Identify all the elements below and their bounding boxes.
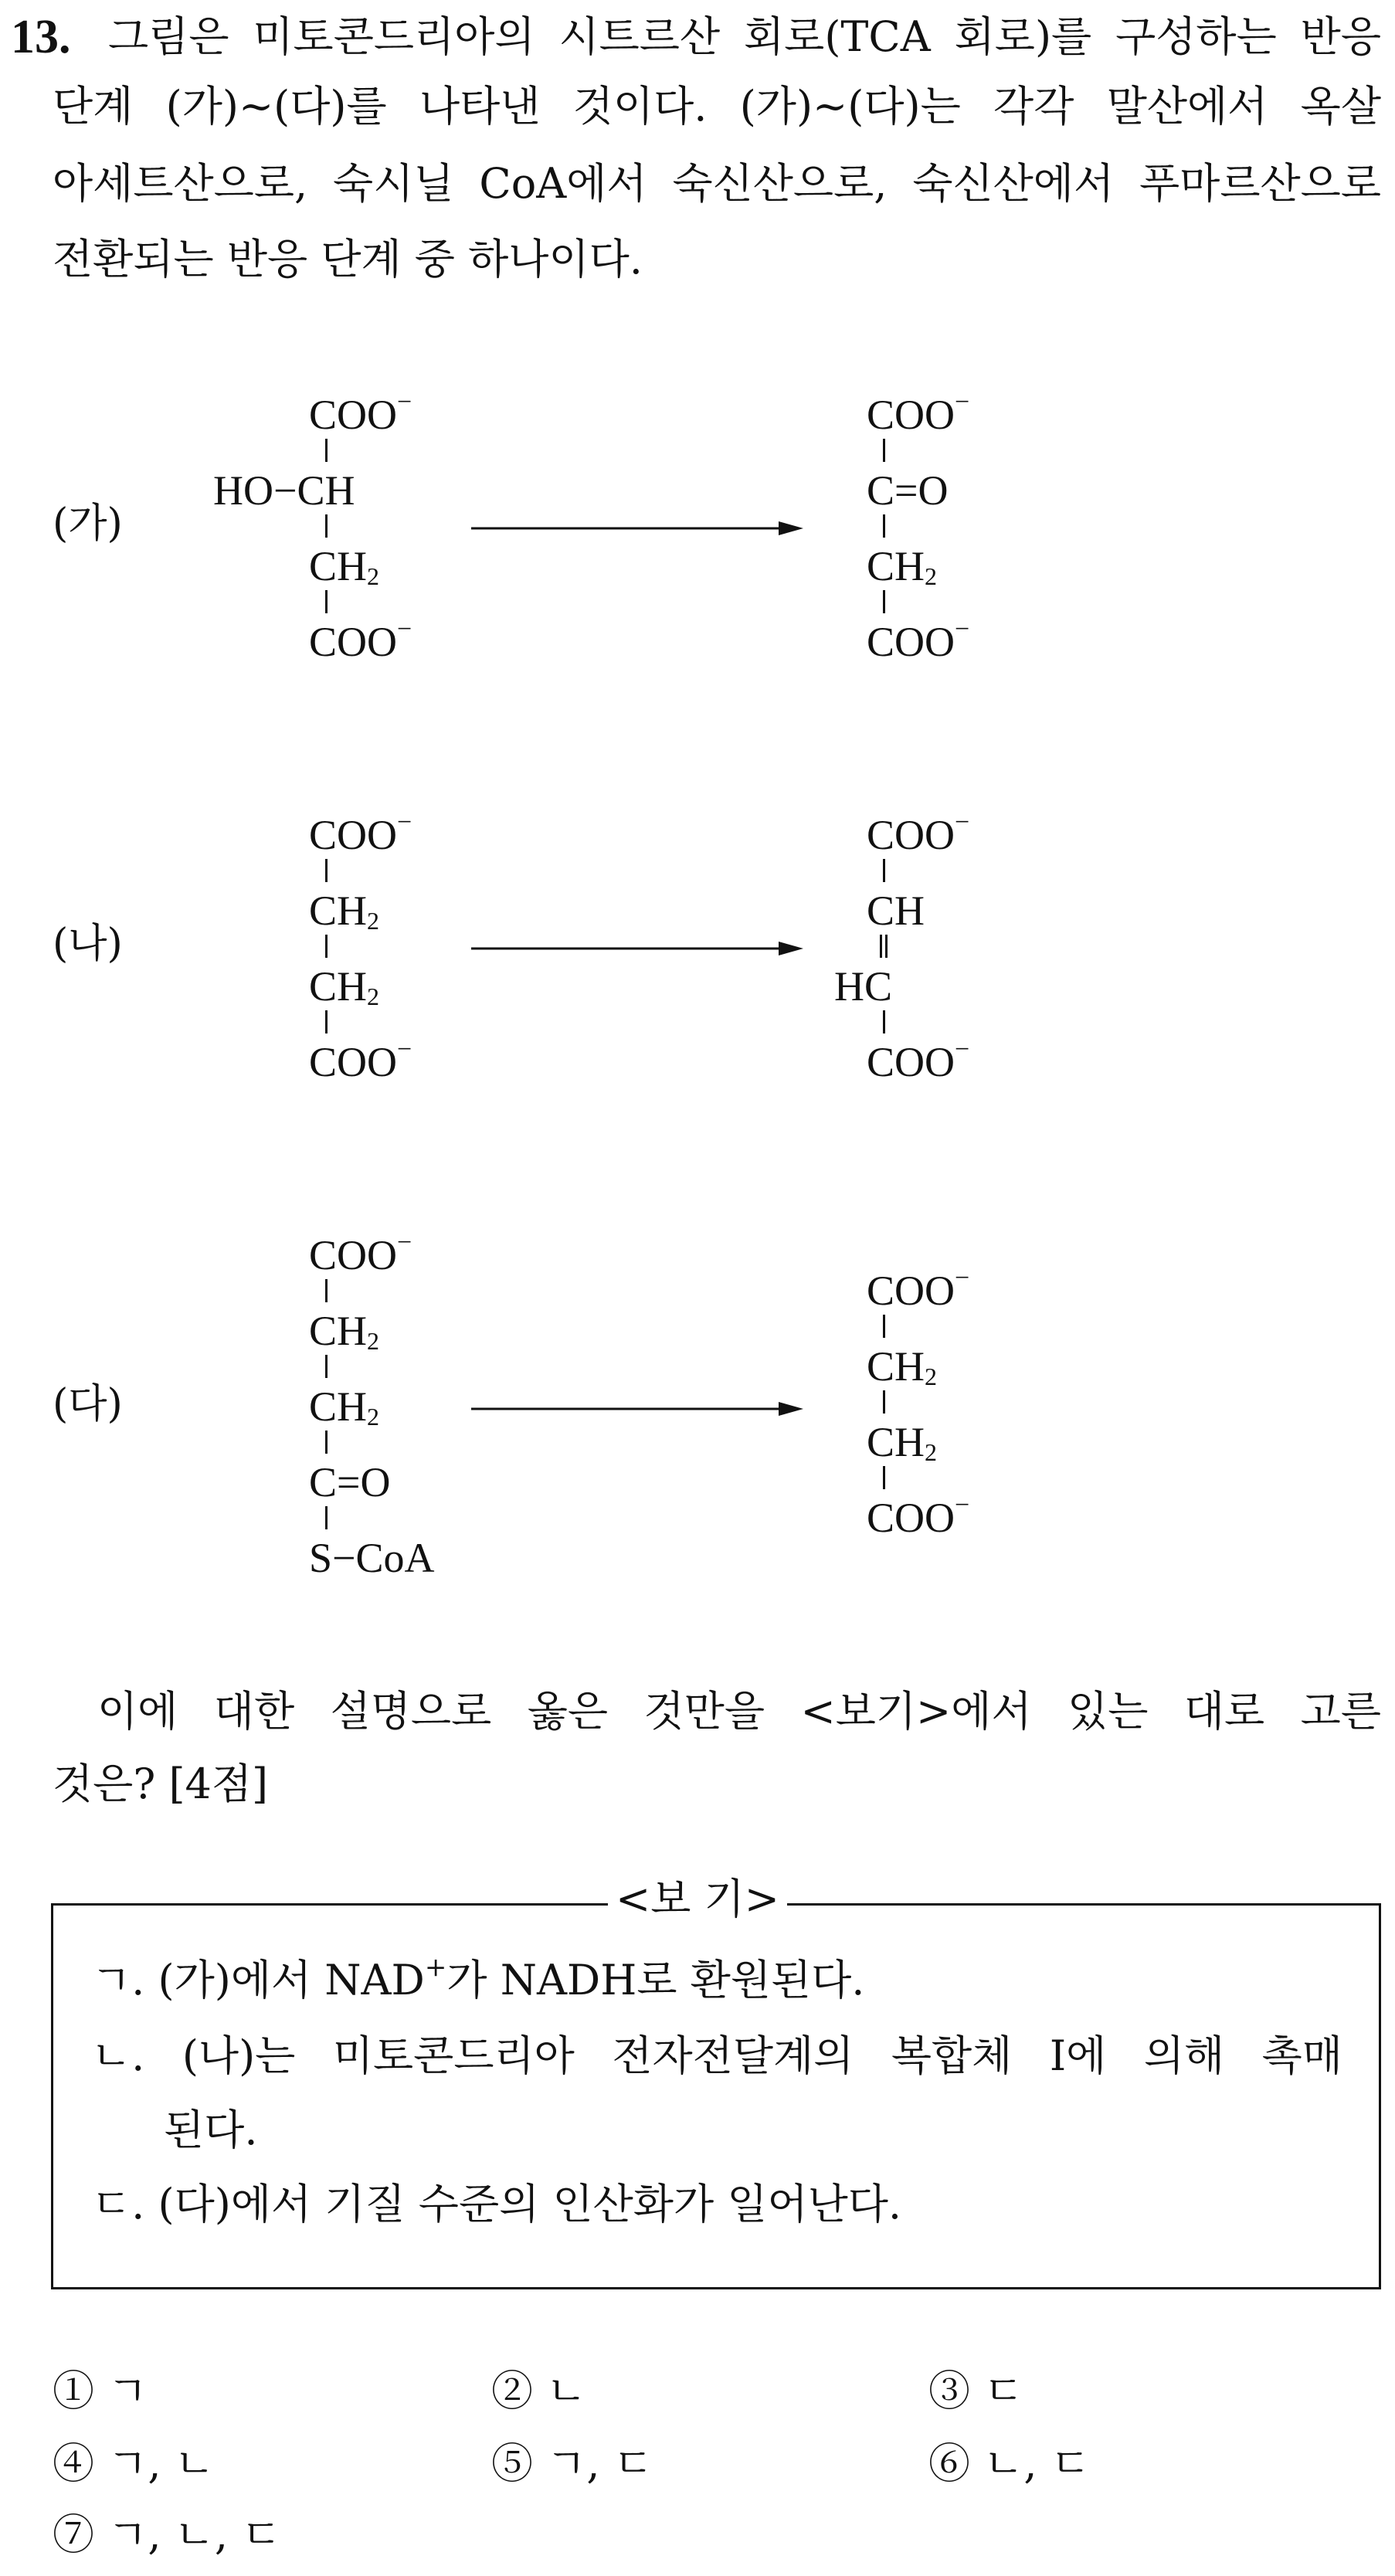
statement-nieun [91,2025,1342,2087]
statement-giyeok [91,1950,864,2011]
stem-line-3: 아세트산으로, 숙시닐 CoA에서 숙신산으로, 숙신산에서 푸마르산으로 [53,159,1381,208]
single-bond [325,514,328,538]
statement-text: (다)에서 기질 수준의 인산화가 일어난다. [158,2180,902,2228]
single-bond [325,1506,328,1529]
statement-marker: ㄴ. [91,2031,145,2080]
reactant-mid-group-1: $CH_2$ [309,1308,380,1355]
bogi-title: <보 기> [0,1872,1395,1926]
choice-6[interactable]: ⑥ ㄴ, ㄷ [928,2439,1091,2488]
single-bond [883,1466,885,1489]
single-bond [883,1390,885,1414]
reaction-arrow-da [471,1400,803,1418]
statement-marker: ㄷ. [91,2180,145,2228]
product-bottom-group: COO− [867,1035,970,1085]
product-mid-group-2: $CH_2$ [867,1419,938,1466]
product-bottom-group: COO− [867,1491,970,1541]
single-bond [883,1010,885,1033]
reaction-arrow-ga [471,519,803,538]
statement-marker: ㄱ. [91,1956,145,2004]
statement-digeut [91,2174,901,2235]
product-mid-group-1: CH [867,888,925,934]
single-bond [325,1010,328,1033]
reaction-arrow-na [471,939,803,958]
reaction-label-da: (다) [53,1381,123,1427]
reactant-mid-group-1: HO−CH [213,467,355,514]
reaction-label-na: (나) [53,921,123,967]
single-bond [325,1279,328,1302]
single-bond [325,439,328,462]
stem-line-1: 그림은 미토콘드리아의 시트르산 회로(TCA 회로)를 구성하는 반응 [108,12,1381,61]
stem-line-4: 전환되는 반응 단계 중 하나이다. [53,235,643,283]
reactant-bottom-group: COO− [309,615,412,665]
single-bond [883,1315,885,1338]
prompt-line-1: 이에 대한 설명으로 옳은 것만을 <보기>에서 있는 대로 고른 [97,1687,1381,1736]
choice-3[interactable]: ③ ㄷ [928,2367,1024,2415]
reactant-bottom-group: S−CoA [309,1535,435,1581]
choice-5[interactable]: ⑤ ㄱ, ㄷ [491,2439,653,2488]
statement-text: (가)에서 NAD+가 NADH로 환원된다. [158,1952,865,2004]
reactant-mid-group-2: $CH_2$ [309,543,380,590]
product-bottom-group: COO− [867,615,970,665]
double-bond [880,935,888,958]
reactant-mid-group-3: C=O [309,1459,391,1505]
product-mid-group-1: C=O [867,467,949,514]
product-top-group: COO− [867,808,970,858]
choice-7[interactable]: ⑦ ㄱ, ㄴ, ㄷ [53,2510,282,2559]
reactant-mid-group-2: $CH_2$ [309,1383,380,1431]
single-bond [325,859,328,882]
single-bond [883,590,885,613]
prompt-line-2: 것은? [4점] [53,1760,269,1808]
reaction-label-ga: (가) [53,501,123,547]
single-bond [325,1355,328,1378]
single-bond [325,1431,328,1454]
choice-4[interactable]: ④ ㄱ, ㄴ [53,2439,215,2488]
reactant-top-group: COO− [309,1228,412,1278]
single-bond [883,439,885,462]
single-bond [325,935,328,958]
reactant-top-group: COO− [309,388,412,438]
product-mid-group-2: HC [834,963,893,1010]
question-number: 13. [11,11,71,63]
reactant-mid-group-1: $CH_2$ [309,888,380,935]
choice-2[interactable]: ② ㄴ [491,2367,587,2415]
single-bond [883,514,885,538]
product-top-group: COO− [867,388,970,438]
product-mid-group-2: $CH_2$ [867,543,938,590]
product-top-group: COO− [867,1264,970,1314]
reactant-top-group: COO− [309,808,412,858]
reactant-mid-group-2: $CH_2$ [309,963,380,1010]
choice-1[interactable]: ① ㄱ [53,2367,148,2415]
statement-text: (나)는 미토콘드리아 전자전달계의 복합체 I에 의해 촉매 [182,2031,1342,2080]
statement-nieun-continued: 된다. [164,2106,258,2154]
product-mid-group-1: $CH_2$ [867,1343,938,1390]
stem-line-2: 단계 (가)~(다)를 나타낸 것이다. (가)~(다)는 각각 말산에서 옥살 [53,82,1381,131]
single-bond [325,590,328,613]
reactant-bottom-group: COO− [309,1035,412,1085]
single-bond [883,859,885,882]
